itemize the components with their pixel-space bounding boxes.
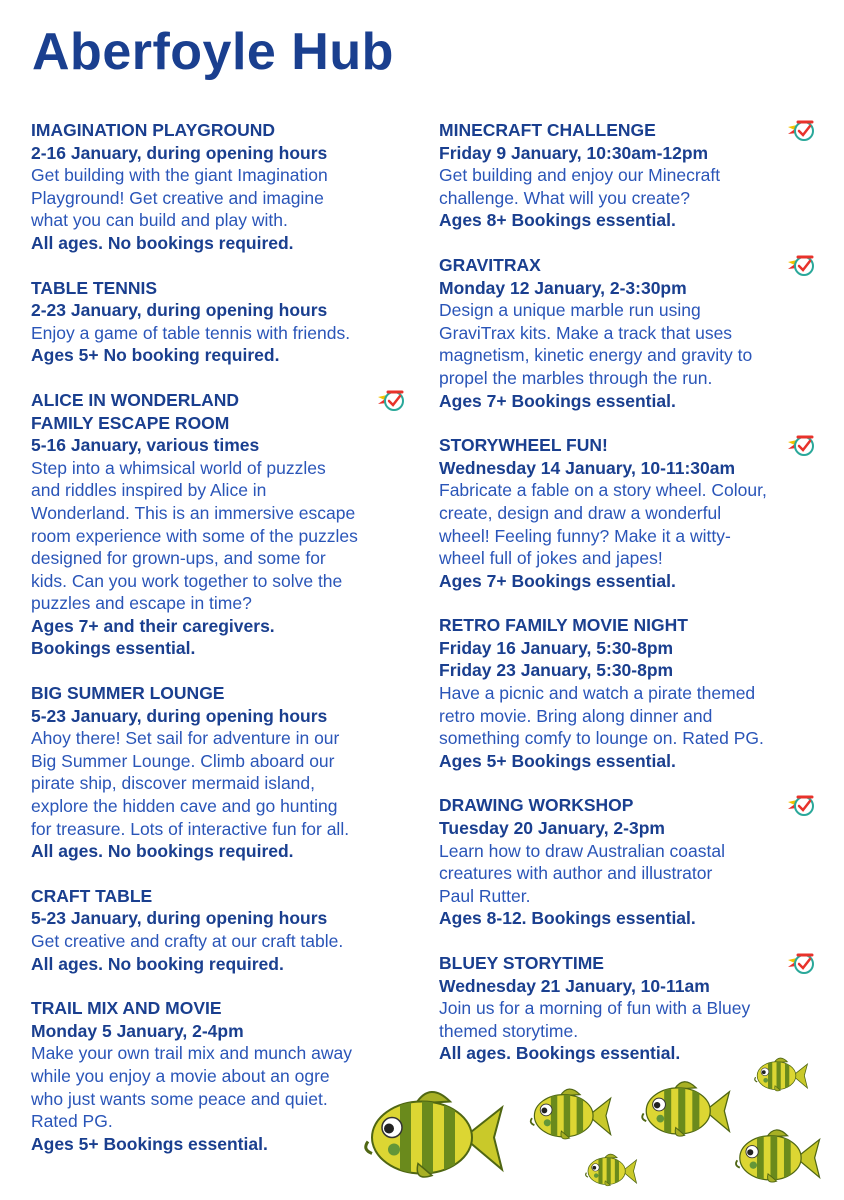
events-column-right — [439, 119, 821, 1087]
event-booking-note: Ages 7+ Bookings essential. — [439, 390, 676, 411]
booking-required-icon — [375, 389, 407, 413]
booking-required-icon — [785, 952, 817, 976]
event-title: TRAIL MIX AND MOVIE — [31, 998, 222, 1019]
booking-required-icon — [785, 794, 817, 818]
event-description: kids. Can you work together to solve the — [31, 570, 343, 591]
event-description: magnetism, kinetic energy and gravity to — [439, 345, 753, 366]
event-description: Get creative and crafty at our craft table. — [31, 931, 344, 951]
striped-fish-icon — [356, 1072, 506, 1197]
event-title: MINECRAFT CHALLENGE — [439, 120, 656, 140]
event-booking-note: All ages. Bookings essential. — [439, 1043, 681, 1064]
event-table-tennis — [31, 277, 413, 367]
event-description: Fabricate a fable on a story wheel. Colour, — [439, 480, 767, 501]
event-description: Get building and enjoy our Minecraft — [439, 165, 721, 186]
event-description: wheel! Feeling funny? Make it a witty- — [439, 525, 731, 546]
event-description: room experience with some of the puzzles — [31, 525, 358, 546]
events-column-left — [31, 119, 413, 1177]
event-description: Step into a whimsical world of puzzles — [31, 457, 326, 478]
event-title: IMAGINATION PLAYGROUND — [31, 120, 276, 140]
event-date: 5-16 January, various times — [31, 435, 260, 456]
event-date: Monday 5 January, 2-4pm — [31, 1020, 244, 1041]
event-title: BLUEY STORYTIME — [439, 953, 604, 973]
event-description: Playground! Get creative and imagine — [31, 187, 324, 208]
event-description: explore the hidden cave and go hunting — [31, 796, 338, 817]
event-description: and riddles inspired by Alice in — [31, 480, 267, 501]
event-description: while you enjoy a movie about an ogre — [31, 1065, 330, 1086]
event-description: Ahoy there! Set sail for adventure in our — [31, 728, 340, 749]
event-title: FAMILY ESCAPE ROOM — [31, 412, 230, 433]
event-date: Friday 16 January, 5:30-8pm — [439, 637, 674, 658]
event-date: 5-23 January, during opening hours — [31, 908, 328, 929]
event-bluey-storytime — [439, 952, 821, 1065]
event-description: pirate ship, discover mermaid island, — [31, 773, 316, 794]
event-description: propel the marbles through the run. — [439, 367, 713, 388]
event-date: Friday 9 January, 10:30am-12pm — [439, 142, 709, 163]
striped-fish-icon — [636, 1068, 732, 1150]
event-big-summer-lounge — [31, 682, 413, 863]
event-title: GRAVITRAX — [439, 254, 541, 275]
event-booking-note: Ages 5+ Bookings essential. — [439, 750, 676, 771]
event-description: Wonderland. This is an immersive escape — [31, 502, 356, 523]
event-gravitrax — [439, 254, 821, 412]
page-title: Aberfoyle Hub — [32, 23, 394, 81]
event-title: TABLE TENNIS — [31, 277, 158, 298]
event-title: RETRO FAMILY MOVIE NIGHT — [439, 615, 688, 636]
booking-required-icon — [785, 434, 817, 458]
striped-fish-icon — [751, 1052, 809, 1097]
event-minecraft-challenge — [439, 119, 821, 232]
event-description: Have a picnic and watch a pirate themed — [439, 683, 756, 704]
event-booking-note: All ages. No bookings required. — [31, 232, 294, 253]
event-description: Join us for a morning of fun with a Bluey — [439, 998, 751, 1019]
event-booking-note: Ages 8-12. Bookings essential. — [439, 908, 696, 929]
event-booking-note: Ages 5+ No booking required. — [31, 345, 280, 366]
event-booking-note: Ages 8+ Bookings essential. — [439, 210, 676, 231]
event-title: CRAFT TABLE — [31, 885, 153, 906]
event-date: 5-23 January, during opening hours — [31, 705, 328, 726]
event-date: Tuesday 20 January, 2-3pm — [439, 818, 665, 839]
event-description: Make your own trail mix and munch away — [31, 1043, 352, 1064]
event-title: DRAWING WORKSHOP — [439, 795, 634, 816]
event-booking-note: All ages. No booking required. — [31, 953, 284, 974]
event-date: 2-23 January, during opening hours — [31, 300, 328, 321]
event-description: challenge. What will you create? — [439, 187, 690, 208]
event-description: themed storytime. — [439, 1020, 579, 1041]
event-description: for treasure. Lots of interactive fun for all. — [31, 818, 350, 839]
event-alice-in-wonderland-family-escape-room — [31, 389, 413, 660]
event-booking-note: Bookings essential. — [31, 638, 196, 659]
event-description: designed for grown-ups, and some for — [31, 548, 326, 569]
event-description: wheel full of jokes and japes! — [439, 548, 663, 569]
event-description: retro movie. Bring along dinner and — [439, 705, 713, 726]
striped-fish-icon — [525, 1078, 613, 1150]
event-description: create, design and draw a wonderful — [439, 502, 722, 523]
event-description: Enjoy a game of table tennis with friends. — [31, 322, 351, 343]
event-booking-note: All ages. No bookings required. — [31, 841, 294, 862]
event-description: creatures with author and illustrator — [439, 863, 713, 884]
event-storywheel-fun — [439, 434, 821, 592]
event-description: Design a unique marble run using — [439, 300, 701, 321]
event-drawing-workshop — [439, 794, 821, 930]
booking-required-icon — [785, 254, 817, 278]
event-date: 2-16 January, during opening hours — [31, 142, 328, 163]
event-title: BIG SUMMER LOUNGE — [31, 683, 225, 704]
event-description: Learn how to draw Australian coastal — [439, 840, 725, 861]
event-date: Wednesday 21 January, 10-11am — [439, 975, 710, 996]
event-booking-note: Ages 7+ and their caregivers. — [31, 615, 275, 636]
booking-required-icon — [785, 119, 817, 143]
event-description: Paul Rutter. — [439, 885, 531, 906]
event-booking-note: Ages 5+ Bookings essential. — [31, 1133, 268, 1154]
event-description: what you can build and play with. — [31, 210, 288, 231]
event-retro-family-movie-night — [439, 614, 821, 772]
event-description: who just wants some peace and quiet. — [31, 1088, 328, 1109]
event-date: Wednesday 14 January, 10-11:30am — [439, 457, 736, 478]
event-title: STORYWHEEL FUN! — [439, 435, 608, 456]
striped-fish-icon — [582, 1148, 638, 1192]
striped-fish-icon — [730, 1117, 822, 1195]
event-description: Get building with the giant Imagination — [31, 165, 328, 186]
event-imagination-playground — [31, 119, 413, 255]
event-date: Friday 23 January, 5:30-8pm — [439, 660, 674, 681]
event-date: Monday 12 January, 2-3:30pm — [439, 277, 687, 298]
event-description: GraviTrax kits. Make a track that uses — [439, 322, 733, 343]
event-craft-table — [31, 885, 413, 975]
event-title: ALICE IN WONDERLAND — [31, 389, 240, 410]
event-booking-note: Ages 7+ Bookings essential. — [439, 570, 676, 591]
event-description: puzzles and escape in time? — [31, 593, 252, 614]
event-description: Rated PG. — [31, 1111, 113, 1132]
event-description: Big Summer Lounge. Climb aboard our — [31, 750, 335, 771]
event-description: something comfy to lounge on. Rated PG. — [439, 728, 764, 749]
